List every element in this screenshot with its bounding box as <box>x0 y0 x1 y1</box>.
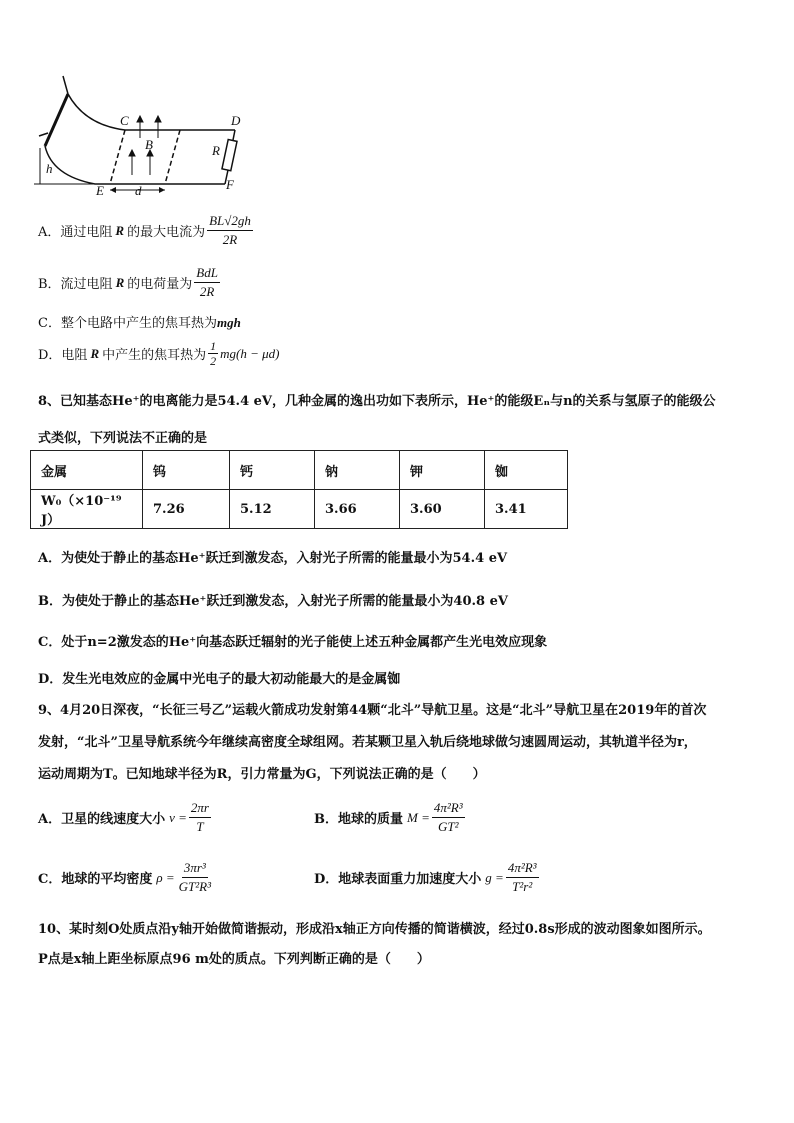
q10-stem-line2: P点是x轴上距坐标原点96 m处的质点。下列判断正确的是（ ） <box>38 952 430 967</box>
q9-c-fraction <box>177 860 213 895</box>
q9-d-text: D．地球表面重力加速度大小 <box>314 872 482 887</box>
q7-b-fraction <box>194 265 220 300</box>
q7-b-prefix: B．流过电阻 <box>38 277 113 292</box>
table-cell: 3.41 <box>485 490 568 529</box>
q9-a-den: T <box>196 819 204 834</box>
table-header: 铷 <box>485 451 568 490</box>
table-header: 钠 <box>315 451 400 490</box>
q9-c-lhs: ρ = <box>156 869 175 885</box>
q9-c-num: 3πr³ <box>182 860 208 878</box>
q7-d-fraction <box>208 340 218 367</box>
q7-b-var: R <box>115 274 125 290</box>
q9-stem-line2: 发射，“北斗”卫星导航系统今年继续高密度全球组网。若某颗卫星入轨后绕地球做匀速圆周运动，其轨道半径为r， <box>38 735 697 750</box>
table-cell: 5.12 <box>230 490 315 529</box>
q9-a-num: 2πr <box>189 800 211 818</box>
q7-d-mid: 中产生的焦耳热为 <box>102 348 207 363</box>
label-r: R <box>212 143 220 158</box>
q7-a-num: BL√2gh <box>207 213 253 231</box>
q8-option-c[interactable]: C．处于n=2激发态的He⁺向基态跃迁辐射的光子能使上述五种金属都产生光电效应现象 <box>38 635 548 650</box>
table-cell: 3.66 <box>315 490 400 529</box>
q8-option-d[interactable]: D．发生光电效应的金属中光电子的最大初动能最大的是金属铷 <box>38 672 401 687</box>
q8-option-b[interactable]: B．为使处于静止的基态He⁺跃迁到激发态，入射光子所需的能量最小为40.8 eV <box>38 594 508 609</box>
label-b: B <box>145 137 153 152</box>
table-header: 钙 <box>230 451 315 490</box>
table-row-label: W₀（×10⁻¹⁹ J） <box>31 490 143 529</box>
q8-stem-line1: 8、已知基态He⁺的电离能力是54.4 eV，几种金属的逸出功如下表所示，He⁺的能级Eₙ与n的关系与氢原子的能级公 <box>38 394 716 409</box>
table-cell: 7.26 <box>143 490 230 529</box>
q9-d-den: T²r² <box>512 879 533 894</box>
q7-d-den: 2 <box>210 354 217 368</box>
label-c: C <box>120 113 129 128</box>
q9-option-b[interactable] <box>314 800 467 835</box>
table-header: 金属 <box>31 451 143 490</box>
q9-b-lhs: M = <box>407 809 430 825</box>
q7-d-num: 1 <box>210 339 217 353</box>
q9-stem-line3: 运动周期为T。已知地球半径为R，引力常量为G，下列说法正确的是（ ） <box>38 767 486 782</box>
q9-b-den: GT² <box>437 819 459 834</box>
q7-a-mid: 的最大电流为 <box>127 225 206 240</box>
q7-option-d[interactable] <box>38 340 279 367</box>
label-e: E <box>96 183 104 198</box>
q9-stem-line1: 9、4月20日深夜，“长征三号乙”运载火箭成功发射第44颗“北斗”导航卫星。这是“北斗”导航卫星在2019年的首次 <box>38 703 707 718</box>
table-header-row <box>31 451 568 490</box>
q7-a-prefix: A．通过电阻 <box>38 225 113 240</box>
q9-a-lhs: v = <box>169 809 187 825</box>
q9-b-fraction <box>432 800 465 835</box>
q9-c-den: GT²R³ <box>178 879 211 894</box>
q7-b-den: 2R <box>199 284 215 299</box>
q9-b-num: 4π²R³ <box>432 800 465 818</box>
q7-b-mid: 的电荷量为 <box>127 277 193 292</box>
q9-option-d[interactable] <box>314 860 541 895</box>
q7-a-var: R <box>115 222 125 238</box>
table-header: 钾 <box>400 451 485 490</box>
label-h: h <box>46 161 53 176</box>
q7-a-fraction <box>207 213 253 248</box>
q7-c-text: C．整个电路中产生的焦耳热为 <box>38 316 217 331</box>
q9-b-text: B．地球的质量 <box>314 812 403 827</box>
q7-c-expr: mgh <box>216 315 241 330</box>
q8-option-a[interactable]: A．为使处于静止的基态He⁺跃迁到激发态，入射光子所需的能量最小为54.4 eV <box>38 551 508 566</box>
q7-option-c[interactable] <box>38 312 241 331</box>
label-d: D <box>231 113 241 128</box>
q7-a-den: 2R <box>222 232 238 247</box>
q7-option-b[interactable] <box>38 265 222 300</box>
q9-c-text: C．地球的平均密度 <box>38 872 153 887</box>
q7-option-a[interactable] <box>38 213 255 248</box>
q9-d-num: 4π²R³ <box>506 860 539 878</box>
q10-stem-line1: 10、某时刻O处质点沿y轴开始做简谐振动，形成沿x轴正方向传播的简谐横波，经过0.8s形成的波动图象如图所示。 <box>38 922 711 937</box>
work-function-table <box>30 450 568 529</box>
q9-a-text: A．卫星的线速度大小 <box>38 812 166 827</box>
q9-d-fraction <box>506 860 539 895</box>
q7-b-num: BdL <box>194 265 220 283</box>
table-row <box>31 490 568 529</box>
q9-option-a[interactable] <box>38 800 213 835</box>
q9-d-lhs: g = <box>485 869 504 885</box>
table-header: 钨 <box>143 451 230 490</box>
q7-d-expr: mg(h − μd) <box>220 345 280 361</box>
q9-a-fraction <box>189 800 211 835</box>
label-f: F <box>226 177 234 192</box>
q7-d-prefix: D．电阻 <box>38 348 88 363</box>
q9-option-c[interactable] <box>38 860 215 895</box>
label-d-dim: d <box>135 183 142 198</box>
q7-d-var: R <box>90 345 100 361</box>
table-cell: 3.60 <box>400 490 485 529</box>
q8-stem-line2: 式类似，下列说法不正确的是 <box>38 431 208 446</box>
